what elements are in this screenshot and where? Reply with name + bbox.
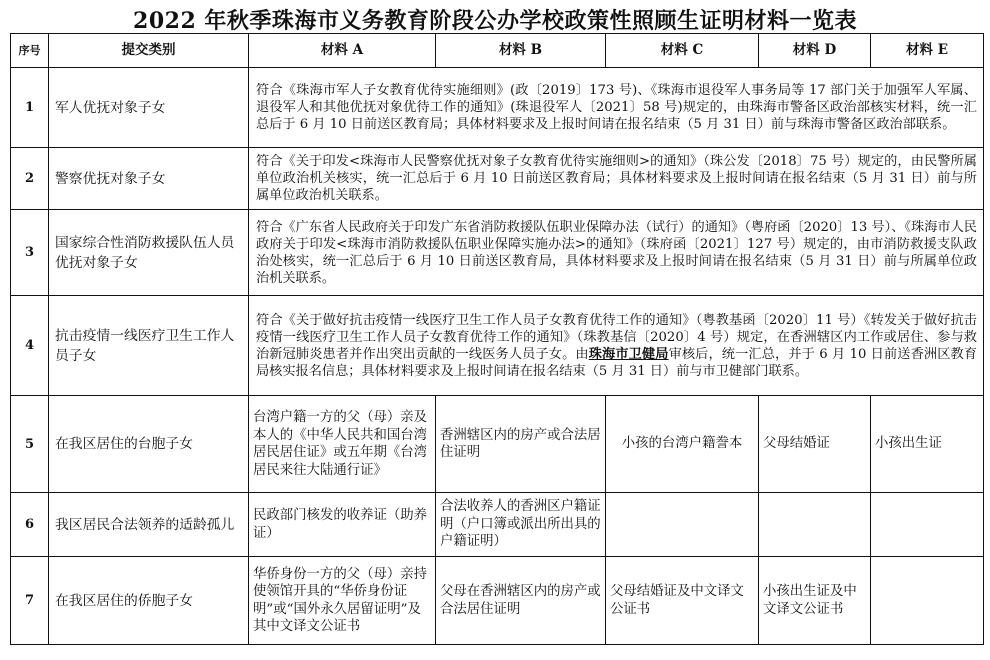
row-number: 2: [11, 148, 49, 210]
material-c: [606, 493, 759, 557]
header-row: [11, 34, 984, 68]
policy-text-part: 审核后，统一汇总，并于 6 月 10 日前送香洲区教育局核实报名信息；具体材料要求及上报时间请在报名结束（5 月 31 日）前与市卫健部门联系。: [256, 346, 978, 379]
material-d: 父母结婚证: [759, 396, 871, 493]
highlighted-authority: 珠海市卫健局: [588, 346, 669, 362]
row-category: 我区居民合法领养的适龄孤儿: [49, 493, 249, 557]
material-c: 小孩的台湾户籍誊本: [606, 396, 759, 493]
row-policy-text: 符合《珠海市军人子女教育优待实施细则》(政〔2019〕173 号)、《珠海市退役军人事务局等 17 部门关于加强军人军属、退役军人和其他优抚对象优待工作的通知》(珠退役军人〔2021〕58 号)规定的，由珠海市警备区政治部核实材料，统一汇总后于 6 月 10 日前送区教育局；具体材料要求及上报时间请在报名结束（5 月 31 日）前与珠海市警备区政治部联系。: [249, 68, 984, 148]
header-material-a: 材料 A: [249, 34, 436, 68]
header-material-e: 材料 E: [871, 34, 984, 68]
row-number: 1: [11, 68, 49, 148]
row-number: 3: [11, 210, 49, 296]
header-material-c: 材料 C: [606, 34, 759, 68]
table-row: [11, 396, 984, 493]
table-row: [11, 493, 984, 557]
page-title: 2022 年秋季珠海市义务教育阶段公办学校政策性照顾生证明材料一览表: [133, 8, 857, 34]
row-policy-text: 符合《广东省人民政府关于印发广东省消防救援队伍职业保障办法（试行）的通知》（粤府函〔2020〕13 号）、《珠海市人民政府关于印发<珠海市消防救援队伍职业保障实施办法>的通知》（珠府函〔2021〕127 号）规定的，由市消防救援支队政治处核实，统一汇总后于 6 月 10 日前送区教育局，具体材料要求及上报时间请在报名结束（5 月 31 日）前与所属单位政治机关联系。: [249, 210, 984, 296]
table-row: [11, 296, 984, 396]
material-e: [871, 493, 984, 557]
row-category: 军人优抚对象子女: [49, 68, 249, 148]
header-material-b: 材料 B: [436, 34, 606, 68]
table-row: [11, 148, 984, 210]
material-b: 合法收养人的香洲区户籍证明（户口簿或派出所出具的户籍证明）: [436, 493, 606, 557]
row-category: 抗击疫情一线医疗卫生工作人员子女: [49, 296, 249, 396]
header-no: 序号: [11, 34, 49, 68]
policy-text-part: 符合《关于做好抗击疫情一线医疗卫生工作人员子女教育优待工作的通知》（粤教基函〔2020〕11 号）《转发关于做好抗击疫情一线医疗卫生工作人员子女教育优待工作的通知》（珠教基信〔2020〕4 号）规定，在香洲辖区内工作或居住、参与救治新冠肺炎患者并作出突出贡献的一线医务人员子女。由: [256, 312, 977, 362]
table-row: [11, 557, 984, 645]
row-category: 警察优抚对象子女: [49, 148, 249, 210]
table-row: [11, 210, 984, 296]
material-b: 香洲辖区内的房产或合法居住证明: [436, 396, 606, 493]
header-material-d: 材料 D: [759, 34, 871, 68]
material-b: 父母在香洲辖区内的房产或合法居住证明: [436, 557, 606, 645]
materials-table: [10, 33, 984, 645]
material-e: [871, 557, 984, 645]
material-e: 小孩出生证: [871, 396, 984, 493]
material-d: [759, 493, 871, 557]
row-number: 4: [11, 296, 49, 396]
material-c: 父母结婚证及中文译文公证书: [606, 557, 759, 645]
material-d: 小孩出生证及中文译文公证书: [759, 557, 871, 645]
row-number: 5: [11, 396, 49, 493]
row-category: 在我区居住的台胞子女: [49, 396, 249, 493]
material-a: 民政部门核发的收养证（助养证）: [249, 493, 436, 557]
header-category: 提交类别: [49, 34, 249, 68]
material-a: 华侨身份一方的父（母）亲持使领馆开具的“华侨身份证明”或“国外永久居留证明”及其中文译文公证书: [249, 557, 436, 645]
row-number: 7: [11, 557, 49, 645]
row-category: 国家综合性消防救援队伍人员优抚对象子女: [49, 210, 249, 296]
table-row: [11, 68, 984, 148]
row-category: 在我区居住的侨胞子女: [49, 557, 249, 645]
row-policy-text: [249, 296, 984, 396]
row-number: 6: [11, 493, 49, 557]
row-policy-text: 符合《关于印发<珠海市人民警察优抚对象子女教育优待实施细则>的通知》（珠公发〔2018〕75 号）规定的，由民警所属单位政治机关核实，统一汇总后于 6 月 10 日前送区教育局；具体材料要求及上报时间请在报名结束（5 月 31 日）前与所属单位政治机关联系。: [249, 148, 984, 210]
material-a: 台湾户籍一方的父（母）亲及本人的《中华人民共和国台湾居民居住证》或五年期《台湾居民来往大陆通行证》: [249, 396, 436, 493]
